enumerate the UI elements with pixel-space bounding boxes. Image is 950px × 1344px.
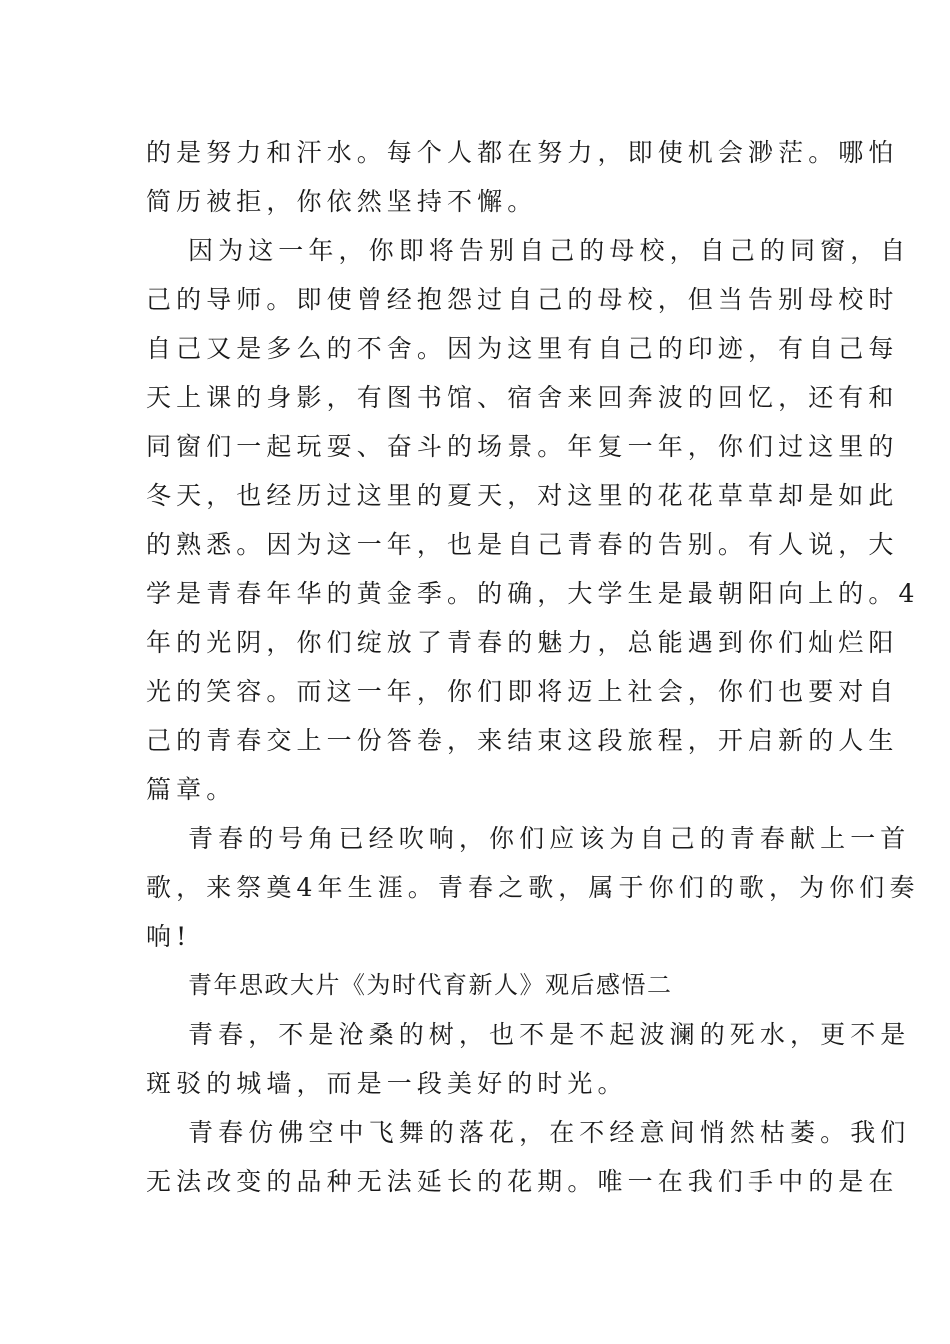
paragraph: [146, 814, 920, 961]
text-line: 歌，来祭奠4年生涯。青春之歌，属于你们的歌，为你们奏: [146, 873, 920, 902]
document-page: [146, 128, 920, 1206]
text-line: 己的青春交上一份答卷，来结束这段旅程，开启新的人生: [146, 726, 899, 755]
heading-text: 青年思政大片《为时代育新人》观后感悟二: [188, 971, 673, 999]
text-line: 响!: [146, 922, 192, 951]
text-line: 篇章。: [146, 775, 237, 804]
text-line: 青春，不是沧桑的树，也不是不起波澜的死水，更不是: [188, 1020, 911, 1049]
text-line: 简历被拒，你依然坚持不懈。: [146, 187, 538, 216]
text-line: 青春的号角已经吹响，你们应该为自己的青春献上一首: [188, 824, 911, 853]
section-heading: [146, 961, 806, 1010]
text-line: 无法改变的品种无法延长的花期。唯一在我们手中的是在: [146, 1167, 899, 1196]
text-line: 学是青春年华的黄金季。的确，大学生是最朝阳向上的。4: [146, 579, 920, 608]
paragraph: [146, 128, 899, 226]
text-line: 己的导师。即使曾经抱怨过自己的母校，但当告别母校时: [146, 285, 899, 314]
paragraph: [146, 226, 920, 814]
text-line: 同窗们一起玩耍、奋斗的场景。年复一年，你们过这里的: [146, 432, 899, 461]
text-line: 青春仿佛空中飞舞的落花，在不经意间悄然枯萎。我们: [188, 1118, 911, 1147]
text-line: 的熟悉。因为这一年，也是自己青春的告别。有人说，大: [146, 530, 899, 559]
text-line: 斑驳的城墙，而是一段美好的时光。: [146, 1069, 628, 1098]
paragraph: [146, 1010, 911, 1108]
text-line: 自己又是多么的不舍。因为这里有自己的印迹，有自己每: [146, 334, 899, 363]
text-line: 光的笑容。而这一年，你们即将迈上社会，你们也要对自: [146, 677, 899, 706]
paragraph: [146, 1108, 911, 1206]
text-line: 冬天，也经历过这里的夏天，对这里的花花草草却是如此: [146, 481, 899, 510]
text-line: 的是努力和汗水。每个人都在努力，即使机会渺茫。哪怕: [146, 138, 899, 167]
text-line: 年的光阴，你们绽放了青春的魅力，总能遇到你们灿烂阳: [146, 628, 899, 657]
text-line: 因为这一年，你即将告别自己的母校，自己的同窗，自: [188, 236, 911, 265]
text-line: 天上课的身影，有图书馆、宿舍来回奔波的回忆，还有和: [146, 383, 899, 412]
